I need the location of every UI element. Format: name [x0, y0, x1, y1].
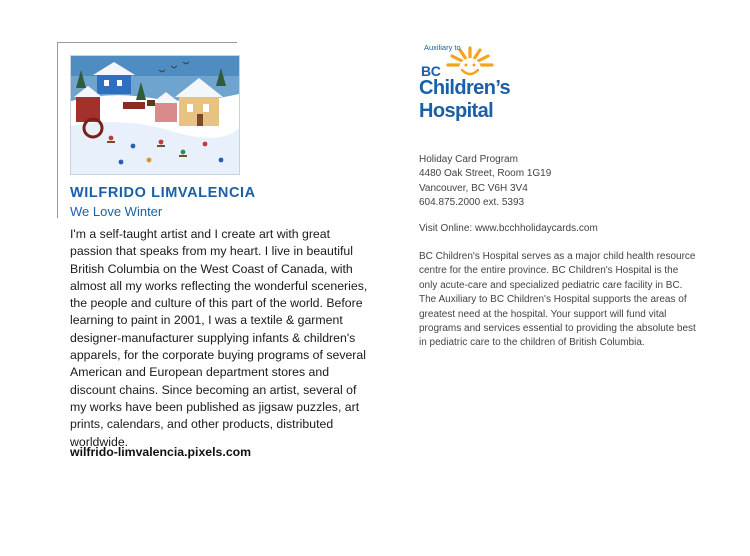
artwork-title: We Love Winter — [70, 204, 163, 219]
artist-name: WILFRIDO LIMVALENCIA — [70, 185, 256, 201]
logo-auxiliary-text: Auxiliary to — [424, 43, 461, 52]
phone-line: 604.875.2000 ext. 5393 — [419, 197, 525, 209]
artist-bio: I'm a self-taught artist and I create art with great passion that speaks from my heart. I live in beautiful British Columbia on the West Coast of Canada, with almost all my works reflecting the wonderful sceneries, the people and culture of this part of the world. Before learning to paint in 2001, I was a textile & garment designer-manufacturer supplying infants & children's apparels, for the corporate buying programs of several American and European department stores and discount chains. Since becoming an artist, several of my works have been published as jigsaw puzzles, art prints, calendars, and other products, distributed worldwide. — [70, 227, 368, 449]
painting-we-love-winter — [70, 55, 240, 175]
contact-block — [419, 153, 551, 211]
winter-scene-illustration — [71, 56, 239, 174]
visit-online-link[interactable]: Visit Online: www.bcchholidaycards.com — [419, 223, 598, 234]
logo-bc-text: BC — [421, 63, 441, 79]
artist-website-link[interactable]: wilfrido-limvalencia.pixels.com — [70, 445, 252, 459]
about-hospital-text: BC Children's Hospital serves as a major child health resource centre for the entire province. BC Children's Hospital is the only acute-care and specialized pediatric care facility in BC. The Auxiliary to BC Children's Hospital supports the areas of greatest need at the hospital. Your support will fund vital programs and services essential to providing the absolute best in pediatric care to the children of British Columbia. — [419, 251, 696, 349]
logo-hospital-text: Hospital — [419, 100, 494, 122]
corner-rule-horizontal — [57, 42, 237, 43]
program-name: Holiday Card Program — [419, 154, 518, 165]
logo-childrens-text: Children’s — [419, 77, 511, 99]
city-line: Vancouver, BC V6H 3V4 — [419, 182, 528, 194]
address-line: 4480 Oak Street, Room 1G19 — [419, 168, 552, 180]
corner-rule-vertical — [57, 42, 58, 218]
